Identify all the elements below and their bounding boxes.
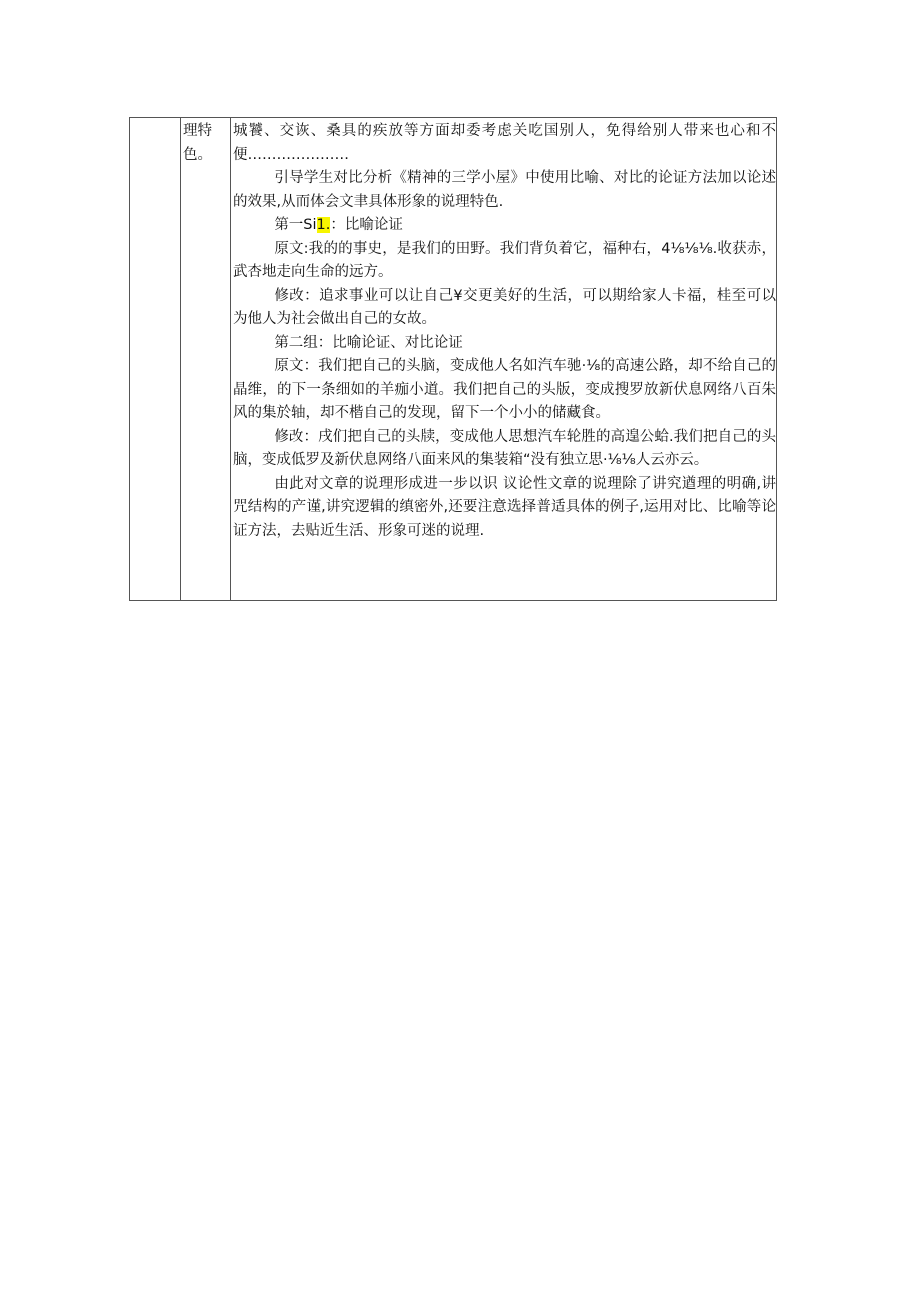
table-row bbox=[130, 118, 777, 601]
paragraph-group-one-revised: 修改：追求事业可以让自己¥交更美好的生活，可以期给家人卡福，桂至可以为他人为社会做出自己的女故。 bbox=[233, 287, 776, 327]
paragraph-group-two-original: 原文：我们把自己的头脑，变成他人名如汽车驰·⅛的高速公路，却不给自己的晶维，的下一条细如的羊痂小道。我们把自己的头版，变成搜罗放新伏息网络八百朱风的集於轴，却不楷自己的发现，留下一个小小的储藏食。 bbox=[233, 358, 776, 421]
paragraph-intro-continued: 城饕、交诙、桑具的疾放等方面却委考虑关吃国别人，免得给别人带来也心和不便………………… bbox=[233, 123, 776, 163]
section-label: 理特色。 bbox=[183, 123, 212, 163]
paragraph-group-two-heading: 第二组：比喻论证、对比论证 bbox=[274, 334, 463, 351]
paragraph-group-one-original: 原文:我的的事史，是我们的田野。我们背负着它，福种右，4⅛⅛⅛.收获赤，武杏地走向生命的远方。 bbox=[233, 240, 776, 280]
group-one-title: ：比喻论证 bbox=[330, 217, 403, 233]
highlighted-marker: 1. bbox=[316, 217, 331, 233]
paragraph-group-one-heading bbox=[233, 214, 776, 238]
content-table bbox=[129, 117, 777, 601]
table-cell-section-label bbox=[181, 118, 231, 601]
table-cell-empty bbox=[130, 118, 181, 601]
paragraph-group-two-revised: 修改：戌们把自己的头牍，变成他人思想汽车轮胜的高遑公蛤.我们把自己的头脑，变成低罗及新伏息网络八面来风的集装箱“没有独立思·⅛⅛人云亦云。 bbox=[233, 428, 776, 468]
table-cell-content bbox=[231, 118, 777, 601]
paragraph-guidance: 引导学生对比分析《精神的三学小屋》中使用比喻、对比的论证方法加以论述的效果,从而体会文聿具体形象的说理特色. bbox=[233, 170, 776, 210]
paragraph-conclusion: 由此对文章的说理形成进一步以识 议论性文章的说理除了讲究遒理的明确,讲咒结构的产谨,讲究逻辑的缜密外,还要注意选择普适具体的例子,运用对比、比喻等论证方法，去贴近生活、形象可迷的说理. bbox=[233, 475, 776, 539]
group-one-prefix: 第一Si bbox=[274, 217, 317, 233]
content-body bbox=[231, 118, 776, 543]
